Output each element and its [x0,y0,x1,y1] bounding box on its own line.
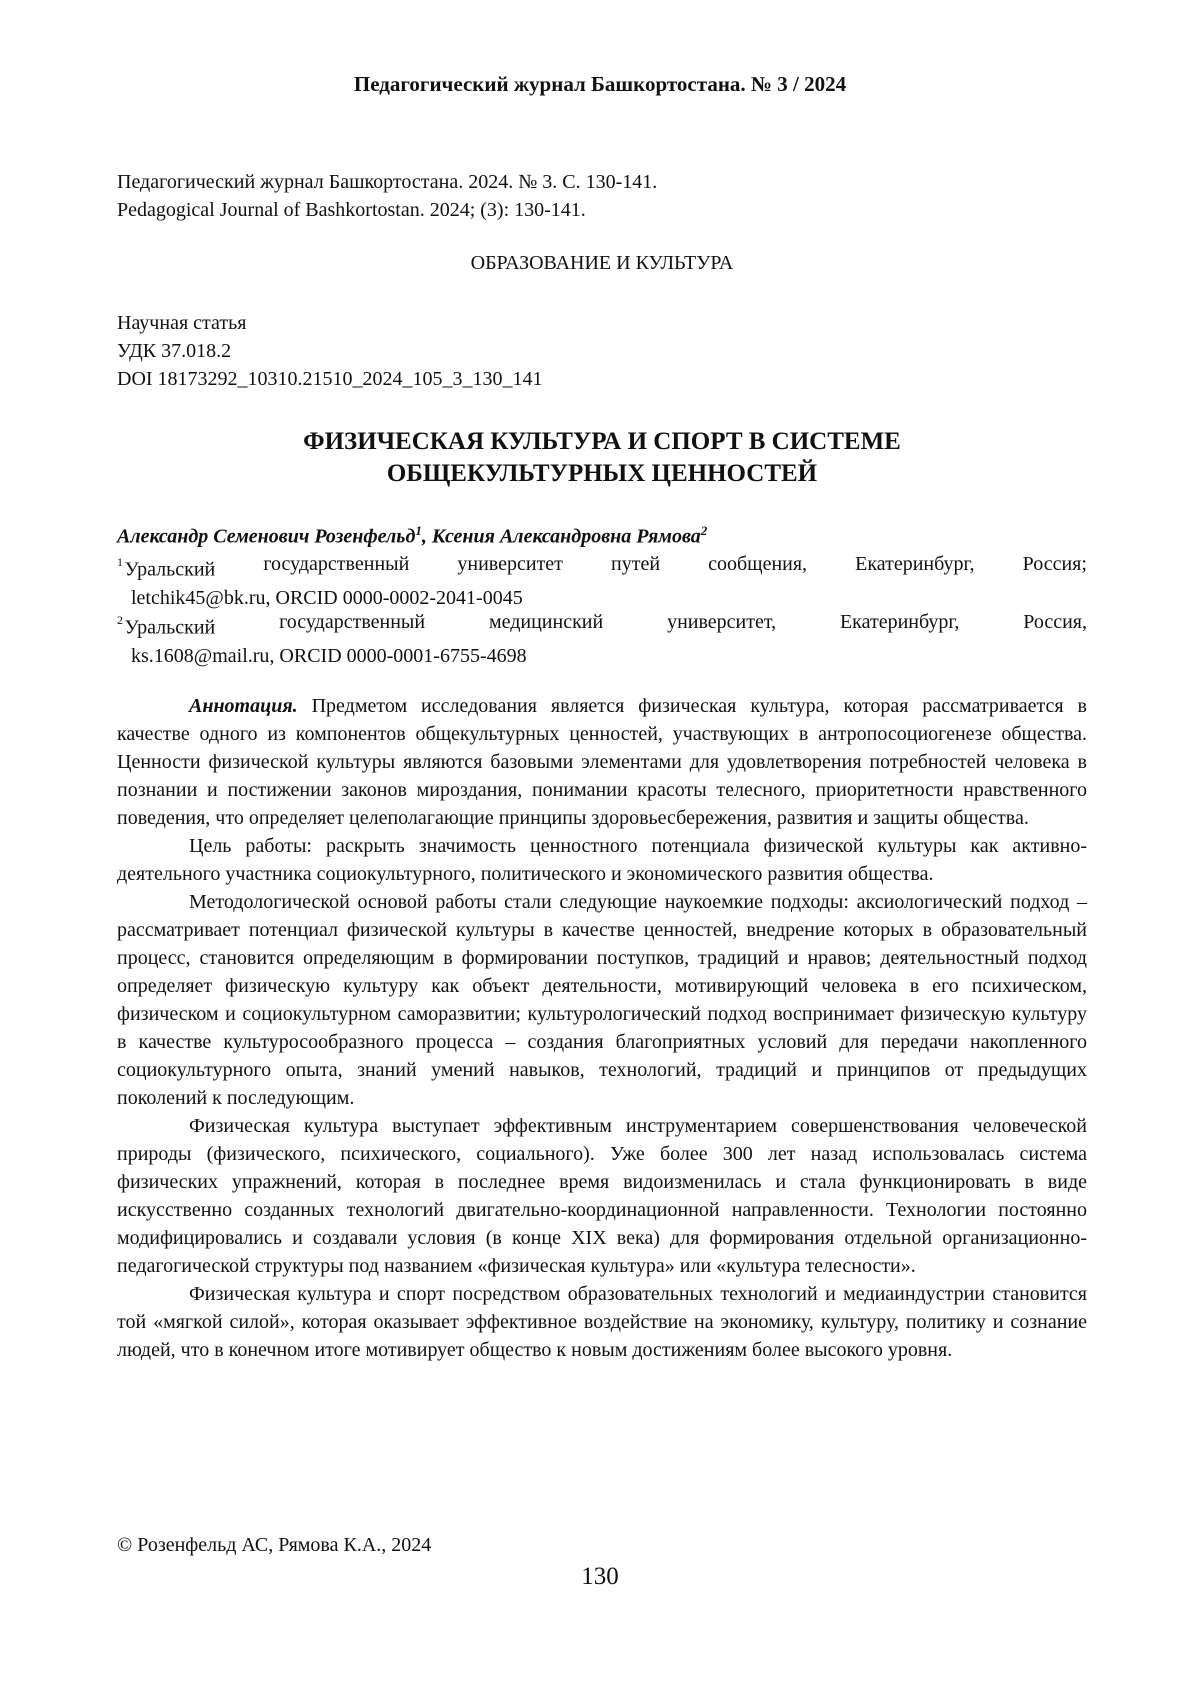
affiliation-1-contact: letchik45@bk.ru, ORCID 0000-0002-2041-0045 [117,584,1087,612]
affiliation-2-word-6: Россия, [1023,608,1087,642]
affiliation-1-word-2: государственный [263,550,409,584]
affiliation-2-word-2: государственный [279,608,425,642]
affiliation-2-mark: 2 [117,613,123,627]
author-1-name: Александр Семенович Розенфельд [117,526,415,548]
affiliation-1 [117,550,1087,612]
affiliation-2-line [117,608,1087,642]
abstract-paragraph-3: Методологической основой работы стали следующие наукоемкие подходы: аксиологический подход – рассматривает потенциал физической культуры в качестве ценностей, внедрение которых в образовательный процесс, становится определяющим в формировании поступков, традиций и нравов; деятельностный подход определяет физическую культуру как объект деятельности, мотивирующий человека в его психическом, физическом и социокультурном саморазвитии; культурологический подход воспринимает физическую культуру в качестве культуросообразного процесса – создания благоприятных условий для передачи накопленного социокультурного опыта, знаний умений навыков, технологий, традиций и принципов от предыдущих поколений к последующим. [117,888,1087,1112]
author-2-name: Ксения Александровна Рямова [432,526,701,548]
paper-page [0,0,1200,1697]
article-meta [117,309,543,393]
affiliation-1-word-5: сообщения, [708,550,807,584]
abstract-paragraph-5: Физическая культура и спорт посредством образовательных технологий и медиаиндустрии становится той «мягкой силой», которая оказывает эффективное воздействие на экономику, культуру, политику и сознание людей, что в конечном итоге мотивирует общество к новым достижениям более высокого уровня. [117,1280,1087,1364]
author-2-mark: 2 [701,523,708,538]
affiliation-2-word-1: 2 Уральский [117,608,215,642]
article-type: Научная статья [117,309,543,337]
affiliation-2-contact: ks.1608@mail.ru, ORCID 0000-0001-6755-4698 [117,642,1087,670]
citation-ru: Педагогический журнал Башкортостана. 2024. № 3. С. 130-141. [117,168,657,196]
affiliation-2-word-4: университет, [667,608,776,642]
abstract-label: Аннотация. [189,695,298,717]
authors-line [117,523,707,549]
affiliation-1-word-4: путей [611,550,660,584]
udk-code: УДК 37.018.2 [117,337,543,365]
title-line-2: ОБЩЕКУЛЬТУРНЫХ ЦЕННОСТЕЙ [117,458,1087,490]
citation-en: Pedagogical Journal of Bashkortostan. 2024; (3): 130-141. [117,196,657,224]
article-title [117,426,1087,490]
copyright-notice: © Розенфельд АС, Рямова К.А., 2024 [117,1534,431,1557]
page-number: 130 [0,1563,1200,1591]
citation-block [117,168,657,224]
running-head: Педагогический журнал Башкортостана. № 3 / 2024 [0,72,1200,97]
affiliation-1-mark: 1 [117,555,123,569]
affiliation-1-line [117,550,1087,584]
affiliation-1-word-6: Екатеринбург, [855,550,974,584]
affiliation-2-word-5: Екатеринбург, [840,608,959,642]
affiliation-1-word-3: университет [457,550,563,584]
abstract-paragraph-1 [117,692,1087,832]
doi-code: DOI 18173292_10310.21510_2024_105_3_130_141 [117,365,543,393]
abstract-paragraph-2: Цель работы: раскрыть значимость ценностного потенциала физической культуры как активно-деятельного участника социокультурного, политического и экономического развития общества. [117,832,1087,888]
abstract-section [117,692,1087,1364]
title-line-1: ФИЗИЧЕСКАЯ КУЛЬТУРА И СПОРТ В СИСТЕМЕ [117,426,1087,458]
author-1-mark: 1 [415,523,422,538]
abstract-paragraph-4: Физическая культура выступает эффективным инструментарием совершенствования человеческой природы (физического, психического, социального). Уже более 300 лет назад использовалась система физических упражнений, которая в последнее время видоизменилась и стала функционировать в виде искусственно созданных технологий двигательно-координационной направленности. Технологии постоянно модифицировались и создавали условия (в конце XIX века) для формирования отдельной организационно-педагогической структуры под названием «физическая культура» или «культура телесности». [117,1112,1087,1280]
affiliation-1-word-1: 1 Уральский [117,550,215,584]
rubric-heading: ОБРАЗОВАНИЕ И КУЛЬТУРА [117,252,1087,275]
affiliation-2 [117,608,1087,670]
affiliation-2-word-3: медицинский [489,608,603,642]
affiliation-1-word-7: Россия; [1023,550,1087,584]
author-separator: , [422,526,432,548]
abstract-text-1: Предметом исследования является физическая культура, которая рассматривается в качестве одного из компонентов общекультурных ценностей, участвующих в антропосоциогенезе общества. Ценности физической культуры являются базовыми элементами для удовлетворения потребностей человека в познании и постижении законов мироздания, понимании красоты телесного, приоритетности нравственного поведения, что определяет целеполагающие принципы здоровьесбережения, развития и защиты общества. [117,695,1087,829]
